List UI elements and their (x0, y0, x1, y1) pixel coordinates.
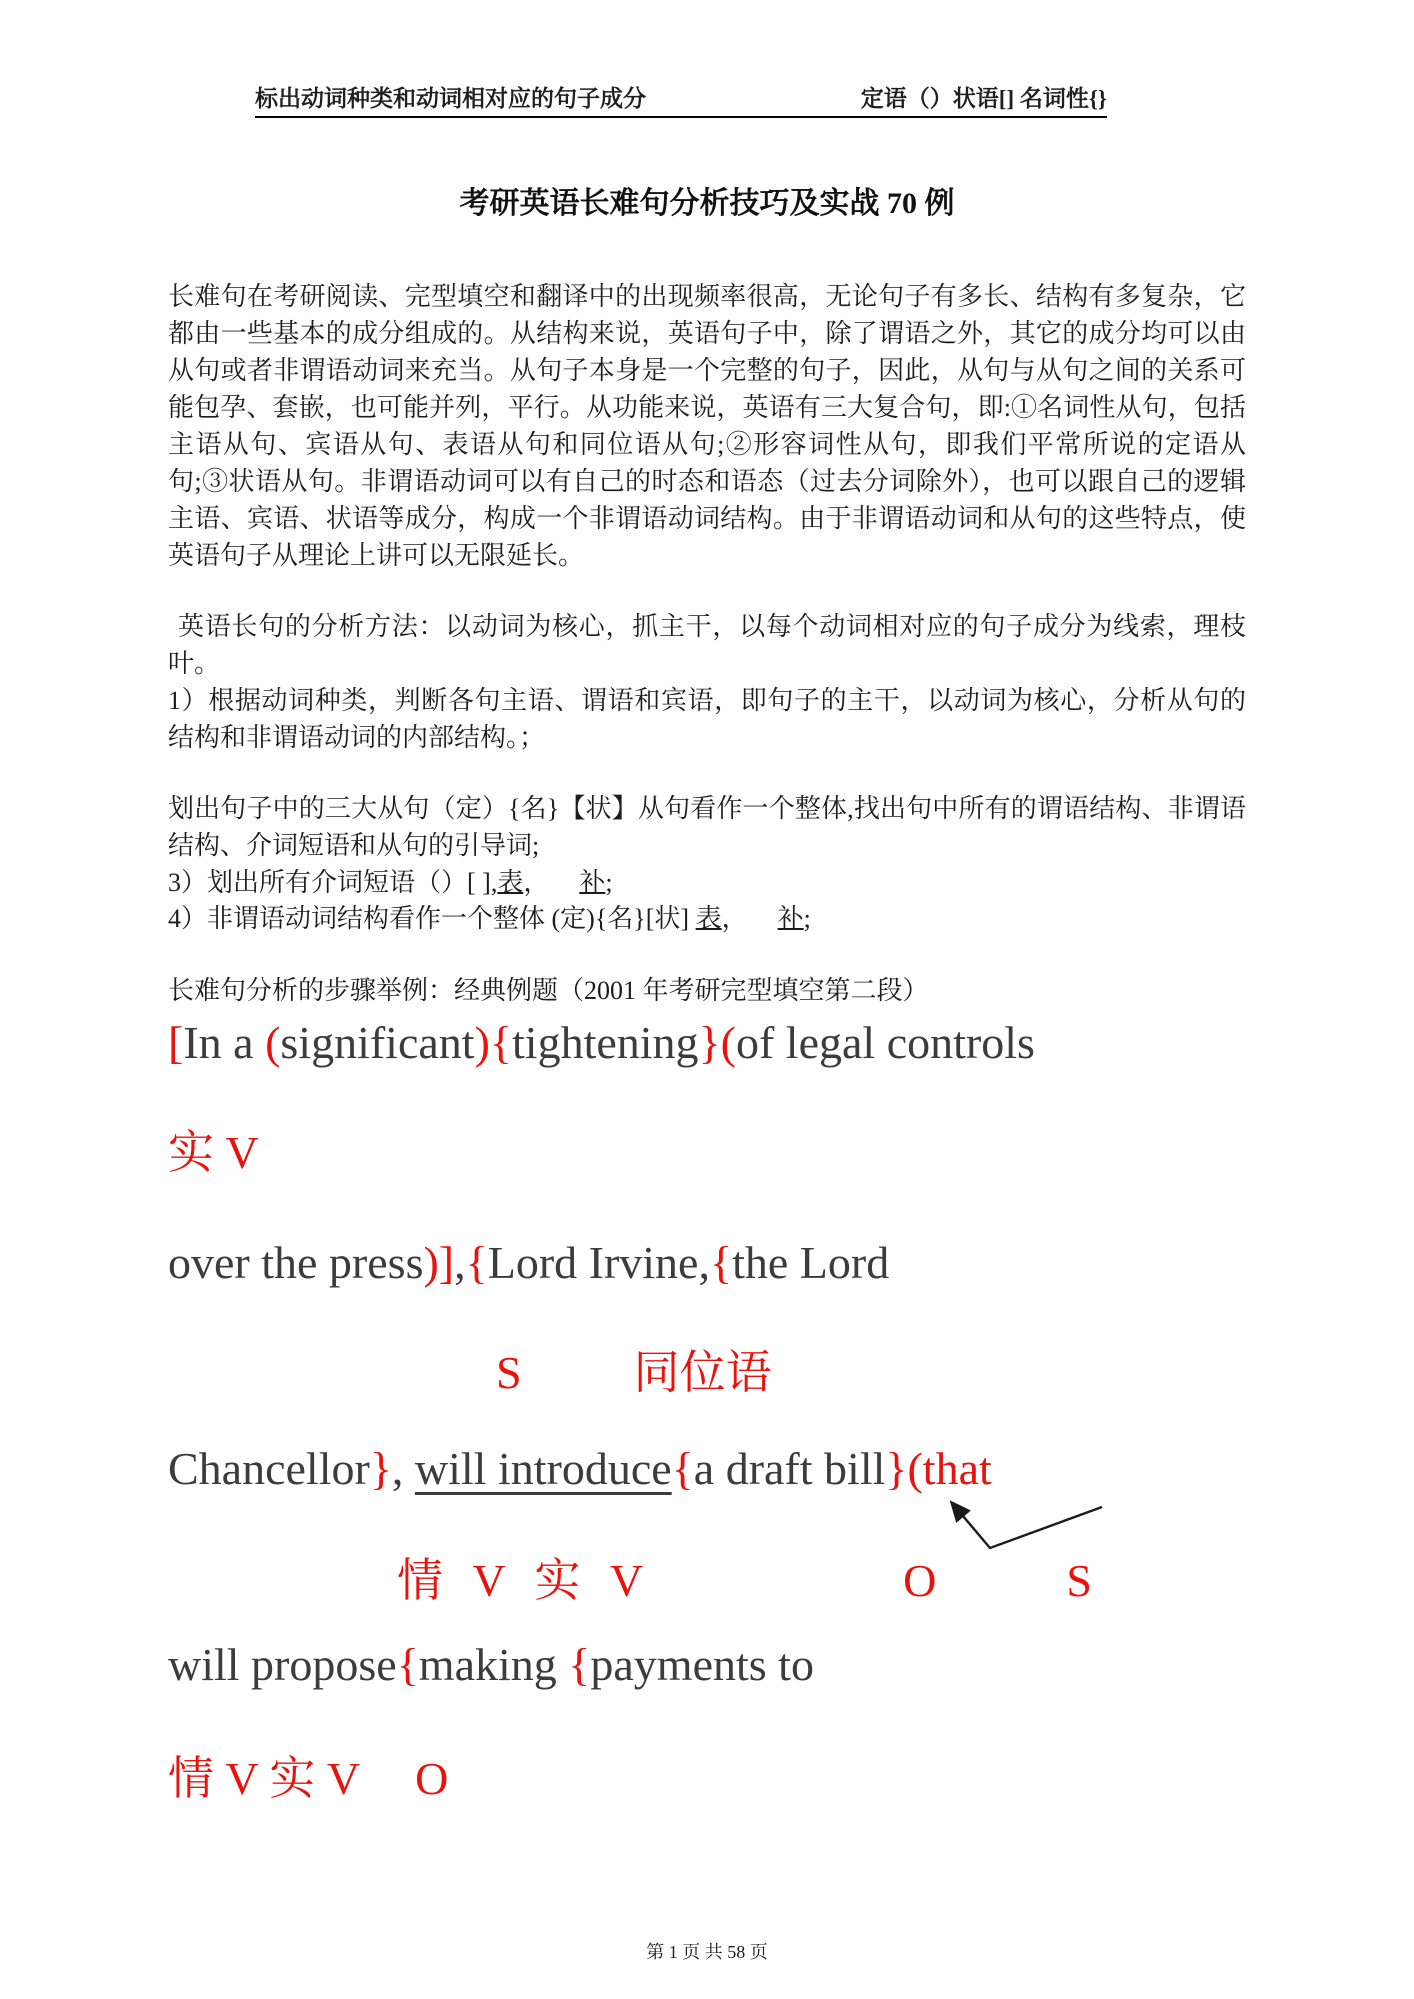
text-segment: { (568, 1639, 591, 1690)
text-segment: 同位语 (633, 1347, 772, 1398)
text-segment: 3）划出所有介词短语（）[ ], (168, 868, 498, 897)
text-segment: the Lord (732, 1237, 890, 1288)
text-segment: S (496, 1347, 522, 1398)
text-segment: Chancellor (168, 1443, 370, 1494)
text-segment: { (489, 1017, 513, 1068)
text-segment: Lord Irvine, (487, 1237, 710, 1288)
step-3-paragraph (168, 864, 1246, 901)
annotation-line-qing-v-o-s (168, 1552, 1368, 1610)
text-segment: of legal controls (735, 1017, 1035, 1068)
text-segment: will propose (168, 1639, 397, 1690)
text-segment: , (391, 1443, 415, 1494)
annotation-line-s-appositive (168, 1344, 1368, 1402)
annotation-line-qing-v-o (168, 1750, 1368, 1808)
text-segment: payments to (590, 1639, 814, 1690)
text-segment: } (698, 1017, 721, 1068)
text-segment: { (396, 1639, 419, 1690)
text-segment: 补 (579, 868, 606, 897)
method-paragraph: 英语长句的分析方法：以动词为核心，抓主干，以每个动词相对应的句子成分为线索，理枝叶。 (168, 612, 1246, 678)
text-segment: } (885, 1443, 908, 1494)
text-segment: )] (423, 1237, 455, 1288)
step-4-paragraph (168, 900, 1246, 937)
text-segment: (that (907, 1443, 992, 1494)
text-segment: { (465, 1237, 488, 1288)
document-title: 考研英语长难句分析技巧及实战 70 例 (459, 187, 955, 220)
annotation-line-shi-v (168, 1124, 1368, 1182)
step-1-paragraph: 1）根据动词种类，判断各句主语、谓语和宾语，即句子的主干，以动词为核心，分析从句的结构和非谓语动词的内部结构。； (168, 686, 1246, 752)
text-segment: { (671, 1443, 694, 1494)
text-segment: 4）非谓语动词结构看作一个整体 (定){名}[状] (168, 904, 696, 933)
text-segment: S (1066, 1555, 1092, 1606)
page-footer: 第 1 页 共 58 页 (646, 1942, 768, 1962)
text-segment: } (369, 1443, 392, 1494)
text-segment: 补 (777, 904, 804, 933)
example-sentence-line-2 (168, 1234, 1368, 1292)
text-segment: 表 (497, 868, 524, 897)
text-segment: ( (265, 1017, 281, 1068)
text-segment: O (415, 1753, 449, 1804)
page-header (255, 80, 1107, 118)
text-segment: [ (168, 1017, 184, 1068)
text-segment: O (903, 1555, 937, 1606)
example-intro-paragraph: 长难句分析的步骤举例：经典例题（2001 年考研完型填空第二段） (168, 976, 929, 1005)
annotation-arrow (930, 1488, 1120, 1560)
text-segment: will introduce (414, 1443, 672, 1494)
text-segment: 情 V 实 V (168, 1753, 361, 1804)
intro-paragraph: 长难句在考研阅读、完型填空和翻译中的出现频率很高，无论句子有多长、结构有多复杂，它都由一些基本的成分组成的。从结构来说，英语句子中，除了谓语之外，其它的成分均可以由从句或者非谓语动词来充当。从句子本身是一个完整的句子，因此，从句与从句之间的关系可能包孕、套嵌，也可能并列，平行。从功能来说，英语有三大复合句，即:①名词性从句，包括主语从句、宾语从句、表语从句和同位语从句;②形容词性从句，即我们平常所说的定语从句;③状语从句。非谓语动词可以有自己的时态和语态（过去分词除外），也可以跟自己的逻辑主语、宾语、状语等成分，构成一个非谓语动词结构。由于非谓语动词和从句的这些特点，使英语句子从理论上讲可以无限延长。 (168, 282, 1246, 570)
text-segment: making (418, 1639, 569, 1690)
text-segment: ; (605, 868, 613, 897)
text-segment: ) (474, 1017, 490, 1068)
text-segment: over the press (168, 1237, 424, 1288)
header-left-text: 标出动词种类和动词相对应的句子成分 (255, 86, 646, 111)
example-sentence-line-1 (168, 1014, 1368, 1072)
text-segment: 表 (695, 904, 722, 933)
text-segment: significant (280, 1017, 475, 1068)
text-segment: tightening (512, 1017, 699, 1068)
text-segment: 实 V (168, 1127, 259, 1178)
text-segment: ， (721, 904, 748, 933)
text-segment: ( (720, 1017, 736, 1068)
step-2-paragraph: 划出句子中的三大从句（定）{名}【状】从句看作一个整体,找出句中所有的谓语结构、非谓语结构、介词短语和从句的引导词; (168, 794, 1246, 860)
text-segment: ， (523, 868, 550, 897)
text-segment: a draft bill (693, 1443, 886, 1494)
text-segment: 情 V 实 V (397, 1555, 644, 1606)
text-segment: ; (803, 904, 811, 933)
text-segment: , (454, 1237, 466, 1288)
text-segment: { (709, 1237, 733, 1288)
header-right-text: 定语（）状语[] 名词性{} (860, 86, 1107, 111)
text-segment: In a (183, 1017, 266, 1068)
example-sentence-line-3 (168, 1440, 1368, 1498)
example-sentence-line-4 (168, 1636, 1368, 1694)
